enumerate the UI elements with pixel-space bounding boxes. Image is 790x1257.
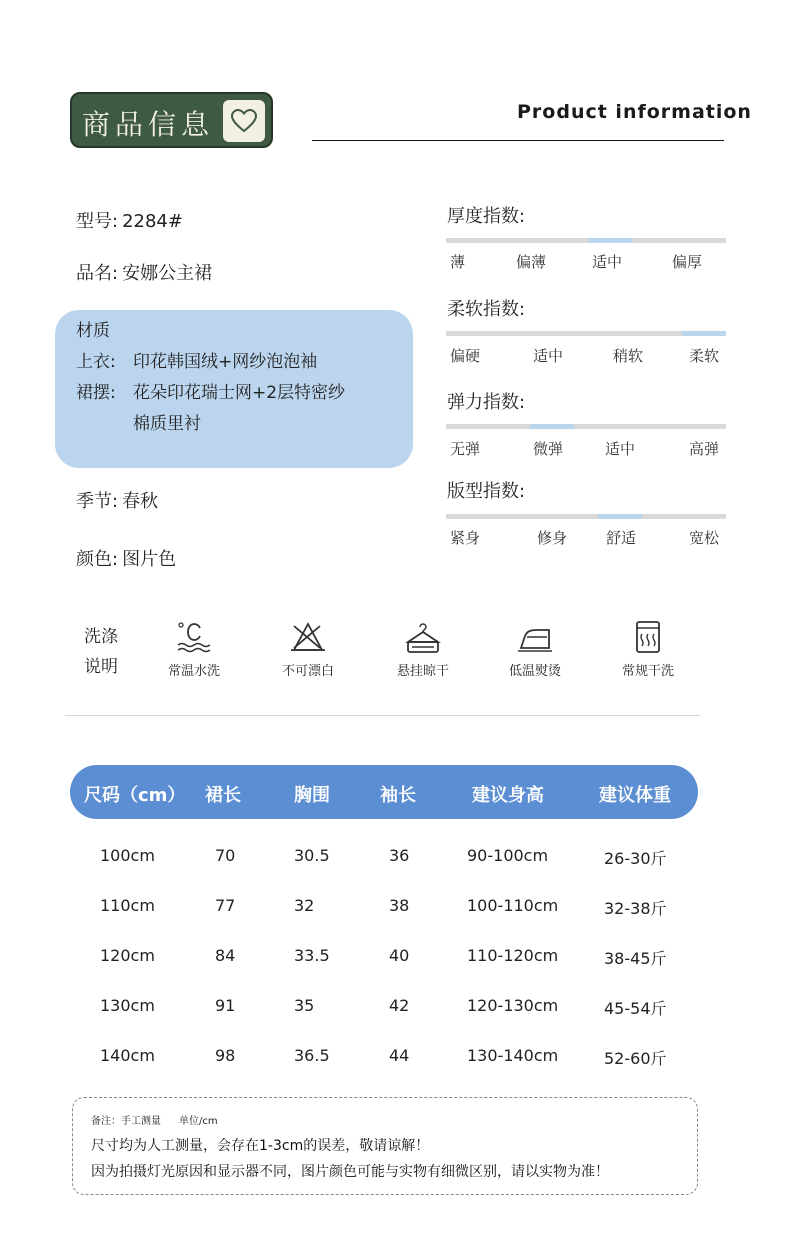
index-highlight: [530, 424, 574, 429]
table-cell: 33.5: [294, 946, 330, 965]
table-cell: 30.5: [294, 846, 330, 865]
index-highlight: [682, 331, 726, 336]
color-label: 颜色:: [76, 549, 119, 570]
index-bar: [446, 424, 726, 429]
dry-clean-icon: [628, 620, 668, 654]
material-top-label: 上衣:: [76, 352, 116, 372]
index-option: 偏硬: [450, 347, 481, 365]
washing-title-line-2: 说明: [84, 657, 118, 677]
material-box: [55, 310, 413, 468]
table-cell: 36.5: [294, 1046, 330, 1065]
wash-item-hang-dry: [373, 620, 473, 679]
table-cell: 32-38斤: [604, 899, 667, 918]
wash-item-no-bleach: [258, 620, 358, 679]
index-title: 柔软指数:: [447, 299, 526, 320]
model-row: [76, 207, 183, 233]
product-name-label: 品名:: [76, 263, 119, 284]
hand-wash-icon: [174, 620, 214, 654]
table-cell: 26-30斤: [604, 849, 667, 868]
table-cell: 130-140cm: [467, 1046, 559, 1065]
table-cell: 110-120cm: [467, 946, 559, 965]
index-title: 弹力指数:: [447, 392, 526, 413]
table-cell: 36: [389, 846, 410, 865]
table-cell: 100-110cm: [467, 896, 559, 915]
model-value: 2284#: [122, 211, 183, 232]
index-option: 适中: [592, 253, 623, 271]
season-value: 春秋: [122, 491, 159, 512]
table-header-chest: 胸围: [294, 785, 330, 806]
index-title: 厚度指数:: [447, 206, 526, 227]
table-cell: 38-45斤: [604, 949, 667, 968]
color-value: 图片色: [122, 549, 177, 570]
table-cell: 42: [389, 996, 410, 1015]
size-table-header: [70, 765, 698, 819]
index-option: 无弹: [450, 440, 481, 458]
index-option: 紧身: [450, 529, 481, 547]
wash-item-low-iron: [485, 620, 585, 679]
product-name-row: [76, 259, 212, 285]
index-option: 稍软: [613, 347, 644, 365]
page-title: 商品信息: [82, 108, 215, 141]
table-cell: 77: [215, 896, 236, 915]
table-header-weight: 建议体重: [599, 785, 671, 806]
table-cell: 90-100cm: [467, 846, 549, 865]
index-option: 偏薄: [516, 253, 547, 271]
material-skirt-value: 花朵印花瑞士网+2层特密纱: [133, 383, 346, 403]
material-skirt-value-2: 棉质里衬: [133, 414, 201, 434]
table-cell: 44: [389, 1046, 410, 1065]
table-header-height: 建议身高: [472, 785, 544, 806]
table-cell: 120cm: [100, 946, 155, 965]
table-header-sleeve: 袖长: [380, 785, 416, 806]
table-cell: 70: [215, 846, 236, 865]
index-option: 微弹: [533, 440, 564, 458]
index-option: 薄: [450, 253, 466, 271]
table-cell: 32: [294, 896, 315, 915]
wash-label: 不可漂白: [281, 664, 334, 679]
index-option: 修身: [537, 529, 568, 547]
product-name-value: 安娜公主裙: [122, 263, 213, 284]
index-option: 适中: [533, 347, 564, 365]
season-row: [76, 487, 158, 513]
model-label: 型号:: [76, 211, 119, 232]
section-divider: [65, 715, 700, 716]
table-cell: 91: [215, 996, 236, 1015]
index-option: 适中: [605, 440, 636, 458]
table-cell: 52-60斤: [604, 1049, 667, 1068]
no-bleach-icon: [288, 620, 328, 654]
index-bar: [446, 238, 726, 243]
index-title: 版型指数:: [447, 481, 526, 502]
note-header: [91, 1112, 236, 1127]
wash-label: 悬挂晾干: [396, 664, 449, 679]
wash-label: 常规干洗: [621, 664, 674, 679]
color-row: [76, 545, 176, 571]
header-underline: [312, 140, 724, 141]
wash-label: 低温熨烫: [508, 664, 561, 679]
note-unit: 单位/cm: [179, 1116, 218, 1127]
material-top-row: [76, 347, 317, 372]
table-cell: 84: [215, 946, 236, 965]
note-box: [72, 1097, 698, 1195]
table-cell: 130cm: [100, 996, 155, 1015]
table-cell: 40: [389, 946, 410, 965]
table-cell: 140cm: [100, 1046, 155, 1065]
washing-title-line-1: 洗涤: [84, 627, 118, 647]
hang-dry-icon: [403, 620, 443, 654]
index-bar: [446, 514, 726, 519]
table-cell: 100cm: [100, 846, 155, 865]
table-cell: 110cm: [100, 896, 155, 915]
index-option: 高弹: [689, 440, 720, 458]
low-iron-icon: [515, 620, 555, 654]
index-option: 宽松: [689, 529, 720, 547]
wash-item-hand-wash: [144, 620, 244, 679]
material-top-value: 印花韩国绒+网纱泡泡袖: [133, 352, 318, 372]
season-label: 季节:: [76, 491, 119, 512]
index-option: 柔软: [689, 347, 720, 365]
table-header-skirt-length: 裙长: [205, 785, 241, 806]
note-line-2: 因为拍摄灯光原因和显示器不同，图片颜色可能与实物有细微区别，请以实物为准！: [91, 1164, 609, 1180]
table-cell: 98: [215, 1046, 236, 1065]
wash-label: 常温水洗: [167, 664, 220, 679]
page-title-english: Product information: [517, 101, 752, 123]
index-option: 偏厚: [672, 253, 703, 271]
index-highlight: [589, 238, 633, 243]
index-option: 舒适: [606, 529, 637, 547]
note-measure-method: 备注：手工测量: [91, 1116, 161, 1127]
table-cell: 120-130cm: [467, 996, 559, 1015]
table-cell: 45-54斤: [604, 999, 667, 1018]
material-skirt-label: 裙摆:: [76, 383, 116, 403]
index-highlight: [598, 514, 642, 519]
washing-title: [84, 622, 118, 682]
note-line-1: 尺寸均为人工测量，会存在1-3cm的误差，敬请谅解！: [91, 1138, 430, 1154]
table-header-size: 尺码（cm）: [84, 785, 186, 806]
title-badge: [70, 92, 273, 148]
material-title: 材质: [76, 321, 110, 341]
material-skirt-row: [76, 378, 345, 403]
wash-item-dry-clean: [598, 620, 698, 679]
index-bar: [446, 331, 726, 336]
table-cell: 38: [389, 896, 410, 915]
heart-icon: [223, 100, 265, 142]
table-cell: 35: [294, 996, 315, 1015]
